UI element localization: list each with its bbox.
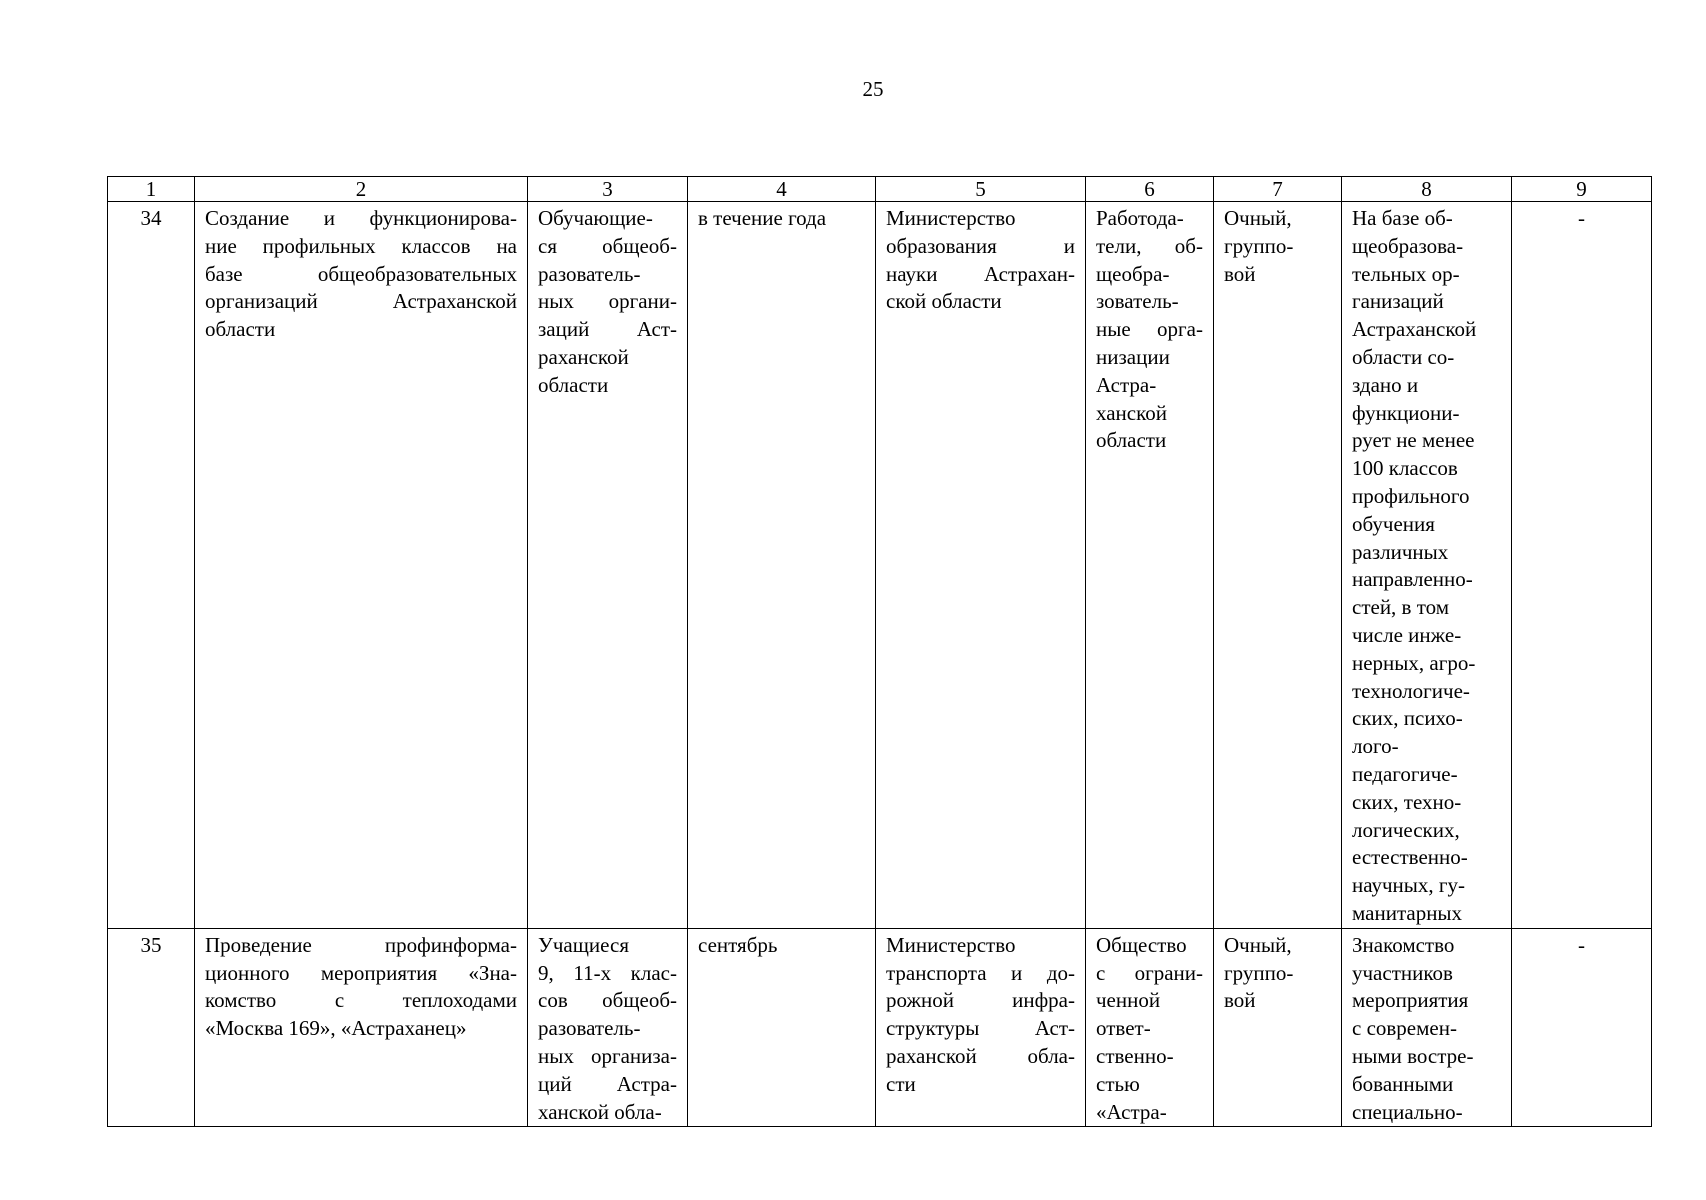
header-cell: 7 xyxy=(1214,177,1342,202)
cell-line: ные орга- xyxy=(1096,317,1203,342)
cell-line: организаций Астраханской xyxy=(205,289,517,314)
cell-line: базе общеобразовательных xyxy=(205,261,517,286)
cell-line: ских, психо- xyxy=(1352,706,1463,731)
cell-line: Астра- xyxy=(1096,372,1157,397)
cell-line: структуры Аст- xyxy=(886,1016,1075,1041)
document-table xyxy=(107,176,1652,1127)
cell-line: 9, 11-х клас- xyxy=(538,960,677,985)
cell-line: ние профильных классов на xyxy=(205,233,517,258)
cell-line: тели, об- xyxy=(1096,233,1203,258)
cell-line: ских, техно- xyxy=(1352,789,1462,814)
cell-line: бованными xyxy=(1352,1071,1454,1096)
cell-line: обучения xyxy=(1352,511,1435,536)
cell-line: На базе об- xyxy=(1352,206,1453,230)
cell-line: вой xyxy=(1224,261,1256,286)
cell-line: ционного мероприятия «Зна- xyxy=(205,960,517,985)
cell-line: 100 классов xyxy=(1352,456,1458,481)
cell-line: Проведение профинформа- xyxy=(205,932,517,957)
cell-line: Обучающие- xyxy=(538,206,653,230)
cell-line: ных органи- xyxy=(538,289,677,314)
cell-line: ными востре- xyxy=(1352,1043,1474,1068)
cell-col5 xyxy=(876,202,1086,929)
cell-line: разователь- xyxy=(538,1016,641,1041)
cell-line: с ограни- xyxy=(1096,960,1203,985)
cell-line: заций Аст- xyxy=(538,317,677,342)
cell-line: в течение года xyxy=(698,206,827,230)
cell-line: педагогиче- xyxy=(1352,761,1458,786)
cell-line: щеобра- xyxy=(1096,261,1170,286)
cell-col5 xyxy=(876,928,1086,1127)
header-cell: 1 xyxy=(108,177,195,202)
header-cell: 8 xyxy=(1342,177,1512,202)
cell-col8 xyxy=(1342,928,1512,1127)
cell-col3 xyxy=(528,928,688,1127)
cell-line: участников xyxy=(1352,960,1453,985)
cell-line: Создание и функционирова- xyxy=(205,206,517,230)
cell-line: вой xyxy=(1224,988,1256,1013)
cell-col9: - xyxy=(1512,928,1652,1127)
cell-line: ций Астра- xyxy=(538,1071,677,1096)
cell-line: Общество xyxy=(1096,932,1187,957)
cell-line: сти xyxy=(886,1071,916,1096)
cell-line: специально- xyxy=(1352,1099,1463,1124)
cell-line: комство с теплоходами xyxy=(205,988,517,1013)
table-row xyxy=(108,202,1652,929)
cell-line: Учащиеся xyxy=(538,932,629,957)
cell-line: тельных ор- xyxy=(1352,261,1460,286)
cell-line: сентябрь xyxy=(698,932,778,957)
cell-line: естественно- xyxy=(1352,845,1468,870)
cell-line: низации xyxy=(1096,344,1170,369)
header-cell: 2 xyxy=(195,177,528,202)
cell-line: с современ- xyxy=(1352,1016,1457,1041)
cell-line: рожной инфра- xyxy=(886,988,1075,1013)
header-cell: 9 xyxy=(1512,177,1652,202)
cell-line: раханской xyxy=(538,344,629,369)
cell-line: стью xyxy=(1096,1071,1140,1096)
cell-line: научных, гу- xyxy=(1352,873,1466,898)
cell-line: ганизаций xyxy=(1352,289,1444,314)
cell-line: Очный, xyxy=(1224,206,1292,230)
cell-line: технологиче- xyxy=(1352,678,1470,703)
cell-line: области xyxy=(205,317,276,342)
table-header-row xyxy=(108,177,1652,202)
cell-line: области со- xyxy=(1352,344,1455,369)
cell-line: ответ- xyxy=(1096,1016,1151,1041)
header-cell: 6 xyxy=(1086,177,1214,202)
cell-col8 xyxy=(1342,202,1512,929)
cell-line: Министерство xyxy=(886,206,1016,230)
cell-line: рует не менее xyxy=(1352,428,1475,453)
cell-line: числе инже- xyxy=(1352,622,1462,647)
cell-line: здано и xyxy=(1352,372,1419,397)
cell-line: Астраханской xyxy=(1352,317,1477,342)
cell-line: Очный, xyxy=(1224,932,1292,957)
header-cell: 5 xyxy=(876,177,1086,202)
cell-line: лого- xyxy=(1352,734,1399,759)
cell-line: ченной xyxy=(1096,988,1161,1013)
cell-col7 xyxy=(1214,202,1342,929)
cell-line: разователь- xyxy=(538,261,641,286)
cell-line: манитарных xyxy=(1352,900,1463,925)
cell-line: профильного xyxy=(1352,483,1470,508)
cell-line: области xyxy=(538,372,609,397)
cell-line: «Москва 169», «Астраханец» xyxy=(205,1016,467,1041)
table-row xyxy=(108,928,1652,1127)
cell-line: различных xyxy=(1352,539,1449,564)
row-number-cell: 34 xyxy=(108,202,195,929)
cell-line: ся общеоб- xyxy=(538,233,677,258)
cell-line: Министерство xyxy=(886,932,1016,957)
cell-line: «Астра- xyxy=(1096,1099,1167,1124)
cell-line: направленно- xyxy=(1352,567,1473,592)
cell-line: Знакомство xyxy=(1352,932,1455,957)
cell-line: нерных, агро- xyxy=(1352,650,1476,675)
cell-line: раханской обла- xyxy=(886,1043,1075,1068)
row-number-cell: 35 xyxy=(108,928,195,1127)
cell-line: зователь- xyxy=(1096,289,1179,314)
cell-col6 xyxy=(1086,202,1214,929)
header-cell: 3 xyxy=(528,177,688,202)
cell-col4 xyxy=(688,928,876,1127)
cell-line: щеобразова- xyxy=(1352,233,1464,258)
cell-line: логических, xyxy=(1352,817,1460,842)
cell-line: стей, в том xyxy=(1352,595,1450,620)
cell-col2 xyxy=(195,202,528,929)
cell-line: ственно- xyxy=(1096,1043,1174,1068)
cell-line: ных организа- xyxy=(538,1043,677,1068)
cell-line: мероприятия xyxy=(1352,988,1469,1013)
cell-line: функциони- xyxy=(1352,400,1460,425)
cell-col2 xyxy=(195,928,528,1127)
page-number: 25 xyxy=(862,77,884,101)
cell-col7 xyxy=(1214,928,1342,1127)
cell-line: области xyxy=(1096,428,1167,453)
cell-col4 xyxy=(688,202,876,929)
cell-line: группо- xyxy=(1224,233,1294,258)
cell-line: сов общеоб- xyxy=(538,988,677,1013)
cell-col9: - xyxy=(1512,202,1652,929)
cell-line: транспорта и до- xyxy=(886,960,1075,985)
header-cell: 4 xyxy=(688,177,876,202)
cell-line: ханской xyxy=(1096,400,1167,425)
cell-col6 xyxy=(1086,928,1214,1127)
cell-col3 xyxy=(528,202,688,929)
cell-line: ской области xyxy=(886,289,1002,314)
cell-line: Работода- xyxy=(1096,206,1184,230)
cell-line: ханской обла- xyxy=(538,1099,662,1124)
cell-line: образования и xyxy=(886,233,1075,258)
cell-line: науки Астрахан- xyxy=(886,261,1075,286)
cell-line: группо- xyxy=(1224,960,1294,985)
